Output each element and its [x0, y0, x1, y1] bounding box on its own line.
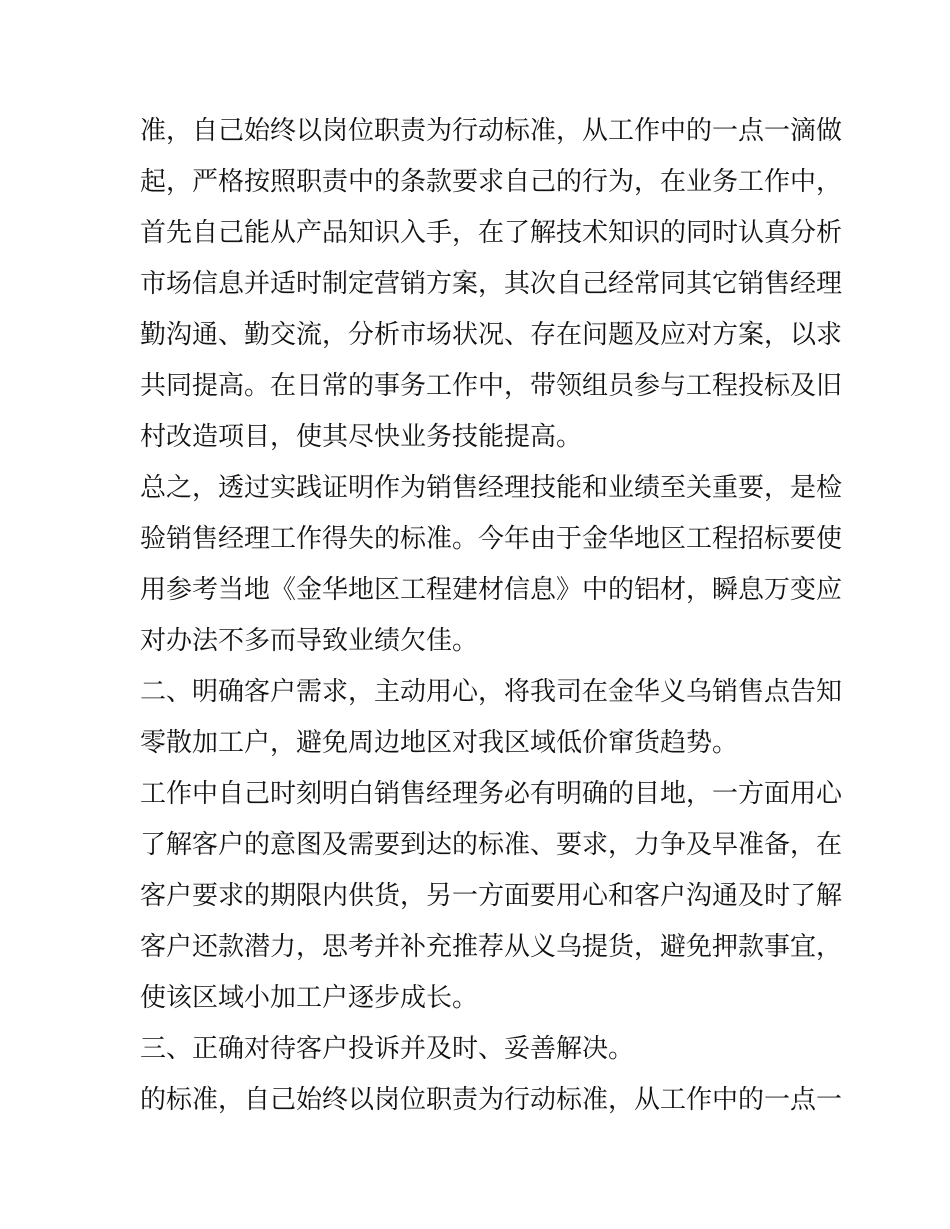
text-line: 用参考当地《金华地区工程建材信息》中的铝材，瞬息万变应 [140, 575, 843, 605]
text-line: 共同提高。在日常的事务工作中，带领组员参与工程投标及旧 [140, 371, 843, 401]
text-line: 二、明确客户需求，主动用心，将我司在金华义乌销售点告知 [140, 677, 843, 707]
body-text [140, 106, 843, 1126]
text-line: 起，严格按照职责中的条款要求自己的行为，在业务工作中， [140, 167, 843, 197]
text-line: 村改造项目，使其尽快业务技能提高。 [140, 422, 583, 452]
text-line: 零散加工户，避免周边地区对我区域低价窜货趋势。 [140, 728, 739, 758]
text-line: 的标准，自己始终以岗位职责为行动标准，从工作中的一点一 [140, 1085, 843, 1115]
text-line: 市场信息并适时制定营销方案，其次自己经常同其它销售经理 [140, 269, 843, 299]
text-line: 准，自己始终以岗位职责为行动标准，从工作中的一点一滴做 [140, 116, 843, 146]
text-line: 客户要求的期限内供货，另一方面要用心和客户沟通及时了解 [140, 881, 843, 911]
text-line: 使该区域小加工户逐步成长。 [140, 983, 479, 1013]
text-line: 对办法不多而导致业绩欠佳。 [140, 626, 479, 656]
text-line: 了解客户的意图及需要到达的标准、要求，力争及早准备，在 [140, 830, 843, 860]
text-line: 工作中自己时刻明白销售经理务必有明确的目地，一方面用心 [140, 779, 843, 809]
text-line: 三、正确对待客户投诉并及时、妥善解决。 [140, 1034, 635, 1064]
text-line: 客户还款潜力，思考并补充推荐从义乌提货，避免押款事宜， [140, 932, 843, 962]
text-line: 勤沟通、勤交流，分析市场状况、存在问题及应对方案，以求 [140, 320, 843, 350]
text-line: 总之，透过实践证明作为销售经理技能和业绩至关重要，是检 [140, 473, 843, 503]
text-line: 首先自己能从产品知识入手，在了解技术知识的同时认真分析 [140, 218, 843, 248]
text-line: 验销售经理工作得失的标准。今年由于金华地区工程招标要使 [140, 524, 843, 554]
